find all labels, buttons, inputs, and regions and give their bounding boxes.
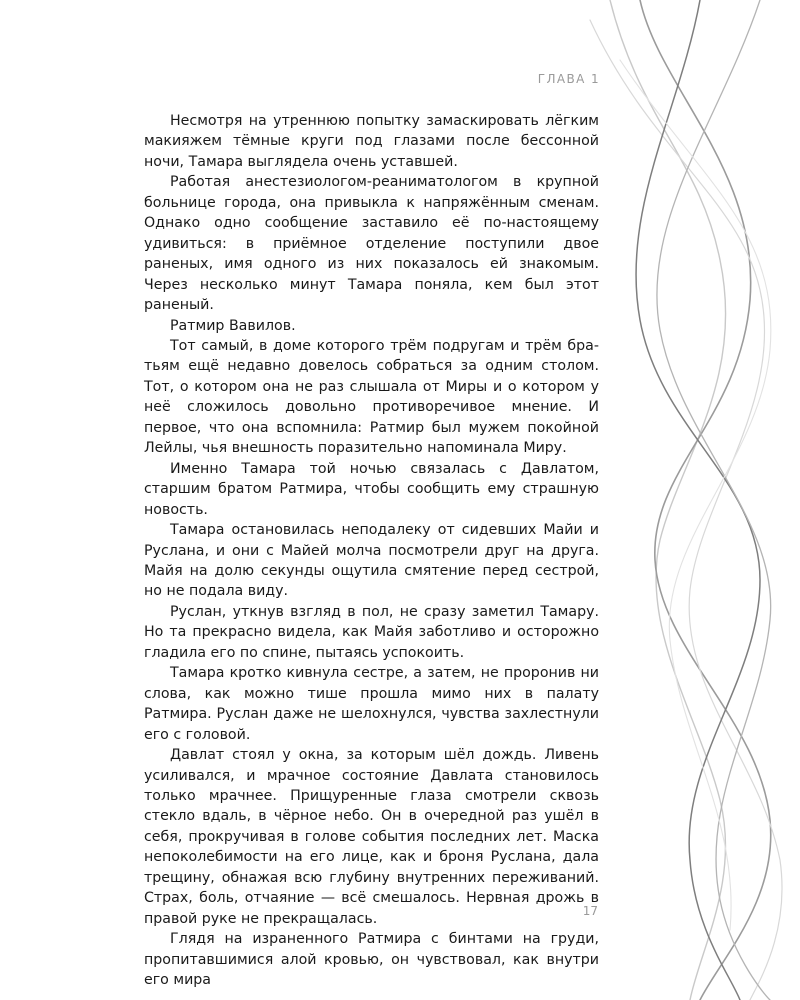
paragraph: Несмотря на утреннюю попытку замаскировать лёгким макияжем тёмные круги под глазами после бессонной ночи, Тамара выглядела очень уставшей. [144,113,599,170]
paragraph: Руслан, уткнув взгляд в пол, не сразу заметил Тамару. Но та прекрасно видела, как Майя заботливо и осторожно гладила его по спине, пытаясь успокоить. [144,603,599,661]
paragraph: Именно Тамара той ночью связалась с Давлатом, старшим братом Ратмира, чтобы сообщить ему страшную новость. [144,460,599,518]
paragraph: Тамара кротко кивнула сестре, а затем, не проронив ни слова, как можно тише прошла мимо них в палату Ратмира. Руслан даже не шелохнулся, чувства захлестнули его с головой. [144,665,599,743]
page-number: 17 [582,904,598,918]
paragraph: Ратмир Вавилов. [170,317,296,334]
chapter-header: ГЛАВА 1 [537,72,600,86]
paragraph: Глядя на израненного Ратмира с бинтами на груди, пропитавшимися алой кровью, он чувствовал, как внутри его мира [144,931,599,989]
paragraph: Тамара остановилась неподалеку от сидевших Майи и Руслана, и они с Майей молча посмотрели друг на друга. Майя на долю секунды ощутила смятение перед сестрой, но не подала виду. [144,522,599,600]
paragraph: Работая анестезиологом-реаниматологом в крупной больнице города, она привыкла к напряжённым сменам. Однако одно сообщение заставило её по-настоящему удивиться: в приёмное отделение поступили двое раненых, имя одного из них показалось ей знакомым. Через несколько минут Тамара поняла, кем был этот раненый. [144,174,599,314]
body-text [144,111,599,990]
paragraph: Давлат стоял у окна, за которым шёл дождь. Ливень усиливался, и мрачное состояние Давлата становилось только мрачнее. Прищуренные глаза смотрели сквозь стекло вдаль, в чёрное небо. Он в очередной раз ушёл в себя, прокручивая в голове события последних лет. Маска непоколебимости на его лице, как и броня Руслана, дала трещину, обнажая всю глубину внутренних переживаний. Страх, боль, отчаяние — всё смешалось. Нервная дрожь в правой руке не прекращалась. [144,747,599,927]
paragraph: Тот самый, в доме которого трём подругам и трём братьям ещё недавно довелось собраться за одним столом. Тот, о котором она не раз слышала от Миры и о котором у неё сложилось довольно противоречивое мнение. И первое, что она вспомнила: Ратмир был мужем покойной Лейлы, чья внешность поразительно напоминала Миру. [144,337,599,457]
